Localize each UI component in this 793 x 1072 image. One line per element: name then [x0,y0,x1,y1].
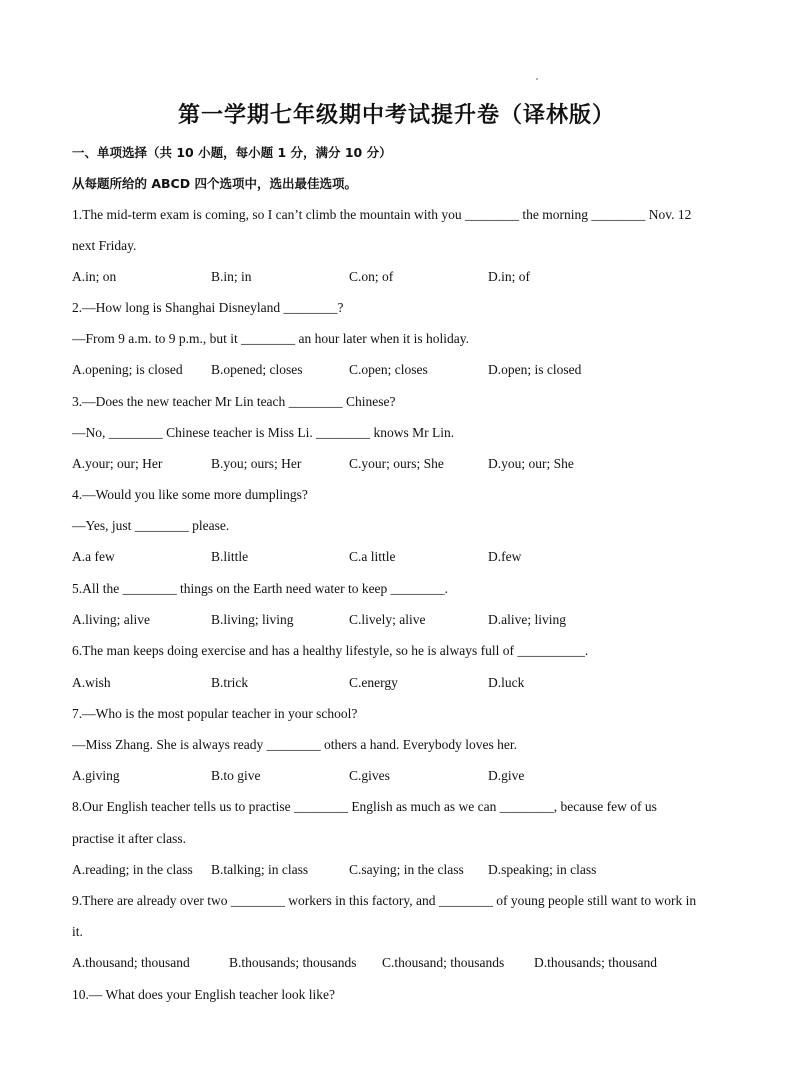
question-2-line-2: —From 9 a.m. to 9 p.m., but it ________ an hour later when it is holiday. [72,331,469,346]
question-1-line-2: next Friday. [72,238,137,253]
page-title: 第一学期七年级期中考试提升卷（译林版） [177,103,615,128]
option-a: A.living; alive [72,612,150,627]
question-10-line-1: 10.— What does your English teacher look like? [72,987,335,1002]
option-c: C.thousand; thousands [382,955,505,970]
question-8-line-2: practise it after class. [72,831,186,846]
option-d: D.in; of [488,269,530,284]
option-b: B.thousands; thousands [229,955,357,970]
speck [536,78,538,80]
question-7-line-2: —Miss Zhang. She is always ready ________ others a hand. Everybody loves her. [72,737,518,752]
option-a: A.giving [72,768,120,783]
option-c: C.open; closes [349,362,428,377]
option-d: D.open; is closed [488,362,582,377]
option-d: D.give [488,768,525,783]
option-a: A.your; our; Her [72,456,163,471]
section-heading: 一、单项选择（共 10 小题，每小题 1 分，满分 10 分） [72,145,392,160]
option-c: C.lively; alive [349,612,426,627]
question-4-line-1: 4.—Would you like some more dumplings? [72,487,308,502]
question-4-line-2: —Yes, just ________ please. [72,518,230,533]
option-a: A.opening; is closed [72,362,183,377]
option-d: D.alive; living [488,612,566,627]
option-d: D.thousands; thousand [534,955,657,970]
option-c: C.your; ours; She [349,456,444,471]
option-a: A.a few [72,549,115,564]
option-c: C.on; of [349,269,394,284]
option-c: C.gives [349,768,390,783]
option-d: D.few [488,549,522,564]
option-d: D.you; our; She [488,456,574,471]
option-c: C.saying; in the class [349,862,464,877]
option-d: D.luck [488,675,525,690]
option-b: B.opened; closes [211,362,303,377]
question-2-line-1: 2.—How long is Shanghai Disneyland ________? [72,300,344,315]
option-a: A.reading; in the class [72,862,193,877]
question-1-line-1: 1.The mid-term exam is coming, so I can’t climb the mountain with you ________ the morning ________ Nov. 12 [72,207,692,222]
question-6-line-1: 6.The man keeps doing exercise and has a healthy lifestyle, so he is always full of __________. [72,643,589,658]
option-a: A.thousand; thousand [72,955,190,970]
option-b: B.trick [211,675,249,690]
option-b: B.talking; in class [211,862,309,877]
option-c: C.energy [349,675,398,690]
question-3-line-1: 3.—Does the new teacher Mr Lin teach ________ Chinese? [72,394,396,409]
question-8-line-1: 8.Our English teacher tells us to practise ________ English as much as we can ________, because few of us [72,799,657,814]
option-b: B.to give [211,768,261,783]
question-9-line-1: 9.There are already over two ________ workers in this factory, and ________ of young people still want to work in [72,893,697,908]
option-d: D.speaking; in class [488,862,597,877]
option-b: B.little [211,549,249,564]
question-3-line-2: —No, ________ Chinese teacher is Miss Li. ________ knows Mr Lin. [72,425,455,440]
option-b: B.living; living [211,612,294,627]
option-c: C.a little [349,549,396,564]
option-a: A.wish [72,675,111,690]
option-b: B.you; ours; Her [211,456,302,471]
option-a: A.in; on [72,269,117,284]
question-9-line-2: it. [72,924,83,939]
question-5-line-1: 5.All the ________ things on the Earth need water to keep ________. [72,581,449,596]
option-b: B.in; in [211,269,252,284]
question-7-line-1: 7.—Who is the most popular teacher in your school? [72,706,358,721]
section-instruction: 从每题所给的 ABCD 四个选项中，选出最佳选项。 [72,176,357,191]
